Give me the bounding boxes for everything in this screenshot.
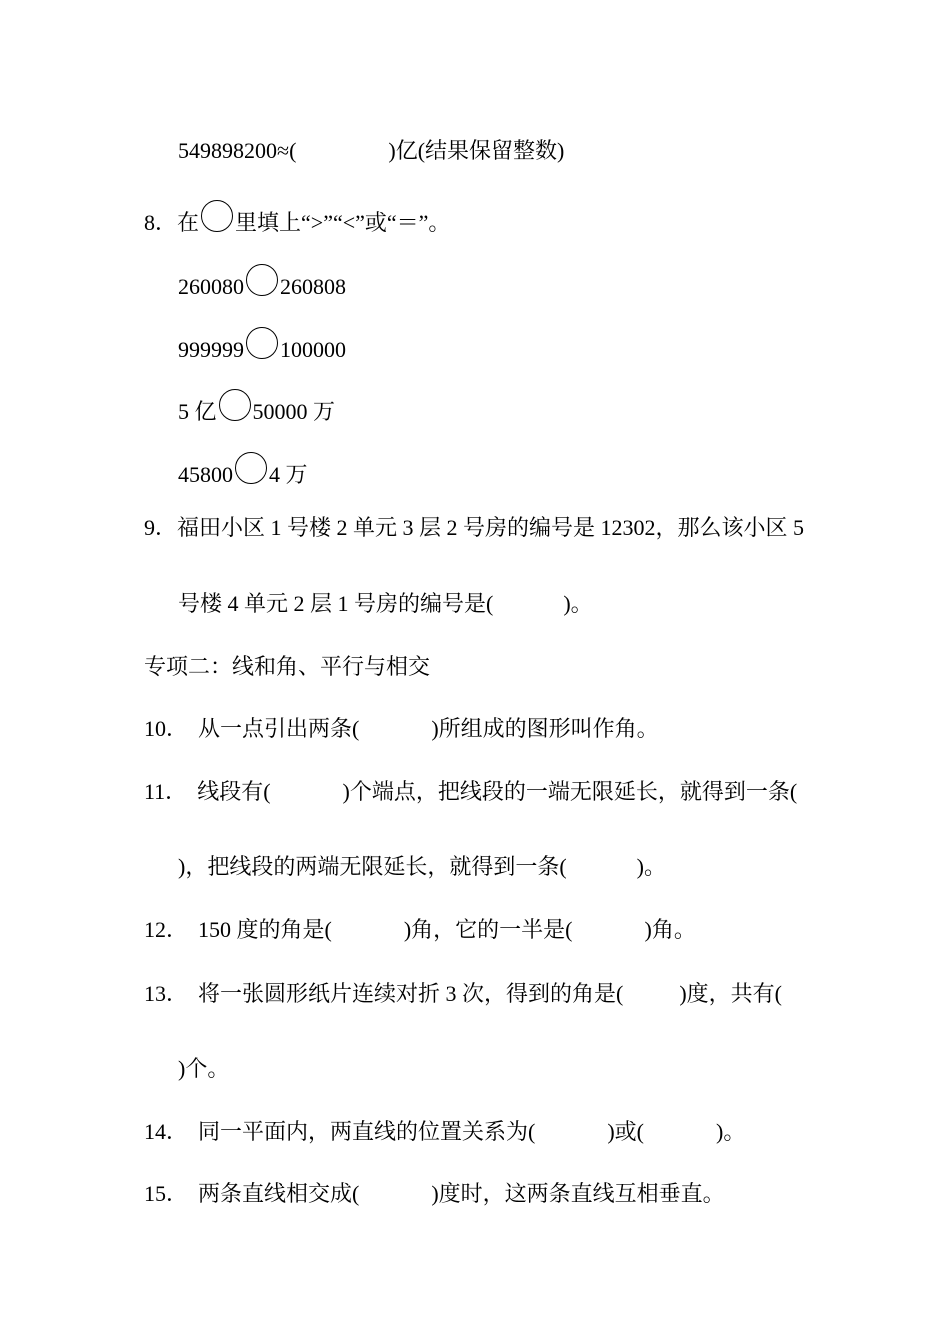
compare-circle-icon[interactable]: [235, 452, 267, 484]
q11-text-d: )。: [636, 854, 666, 879]
question-12: [144, 919, 696, 941]
q15-text-a: 两条直线相交成(: [198, 1181, 360, 1206]
question-9-line-1: [144, 517, 804, 539]
q10-text-b: )所组成的图形叫作角。: [431, 716, 659, 741]
q9-text-3: )。: [563, 591, 593, 616]
section-title-text: 专项二：线和角、平行与相交: [144, 654, 431, 679]
compare-circle-icon[interactable]: [246, 327, 278, 359]
q15-number: 15．: [144, 1181, 189, 1206]
q13-text-b: )度，共有(: [679, 981, 782, 1006]
q7-right: )亿(结果保留整数): [388, 138, 565, 163]
q9-text-2: 号楼 4 单元 2 层 1 号房的编号是(: [178, 591, 494, 616]
q11-number: 11．: [144, 779, 188, 804]
compare-right-value: 4 万: [269, 462, 308, 487]
q8-number: 8．: [144, 210, 178, 235]
compare-circle-icon: [201, 200, 233, 232]
compare-right-value: 260808: [280, 274, 346, 299]
compare-left-value: 45800: [178, 462, 233, 487]
q9-text-1: 福田小区 1 号楼 2 单元 3 层 2 号房的编号是 12302，那么该小区 5: [177, 515, 805, 540]
q12-text-b: )角，它的一半是(: [403, 917, 573, 942]
question-15: [144, 1183, 725, 1205]
question-13-line-2: [178, 1058, 229, 1080]
compare-row-2: [178, 327, 346, 361]
q11-text-a: 线段有(: [197, 779, 271, 804]
q14-text-b: )或(: [607, 1119, 644, 1144]
q13-text-c: )个。: [178, 1056, 230, 1081]
q9-number: 9．: [144, 515, 178, 540]
q12-text-a: 150 度的角是(: [198, 917, 332, 942]
question-13-line-1: [144, 983, 782, 1005]
q12-text-c: )角。: [644, 917, 696, 942]
q11-text-b: )个端点，把线段的一端无限延长，就得到一条(: [342, 779, 798, 804]
compare-row-4: [178, 452, 308, 486]
q8-suffix: 里填上“>”“<”或“＝”。: [235, 210, 451, 235]
question-9-line-2: [178, 593, 593, 615]
q14-text-a: 同一平面内，两直线的位置关系为(: [198, 1119, 536, 1144]
q10-number: 10．: [144, 716, 189, 741]
q14-number: 14．: [144, 1119, 189, 1144]
compare-left-value: 260080: [178, 274, 244, 299]
section-title: [144, 656, 430, 678]
q10-text-a: 从一点引出两条(: [198, 716, 360, 741]
compare-circle-icon[interactable]: [246, 264, 278, 296]
compare-right-value: 100000: [280, 337, 346, 362]
compare-row-1: [178, 264, 346, 298]
compare-row-3: [178, 389, 335, 423]
q14-text-c: )。: [716, 1119, 746, 1144]
question-11-line-2: [178, 856, 666, 878]
compare-left-value: 999999: [178, 337, 244, 362]
question-14: [144, 1121, 745, 1143]
compare-circle-icon[interactable]: [219, 389, 251, 421]
q7-left: 549898200≈(: [178, 138, 297, 163]
q13-text-a: 将一张圆形纸片连续对折 3 次，得到的角是(: [198, 981, 624, 1006]
q13-number: 13．: [144, 981, 189, 1006]
compare-right-value: 50000 万: [252, 399, 336, 424]
question-10: [144, 718, 659, 740]
question-7-tail: [178, 140, 564, 162]
q8-prefix: 在: [177, 210, 200, 235]
question-11-line-1: [144, 781, 797, 803]
q15-text-b: )度时，这两条直线互相垂直。: [431, 1181, 725, 1206]
q11-text-c: )，把线段的两端无限延长，就得到一条(: [178, 854, 567, 879]
q12-number: 12．: [144, 917, 189, 942]
compare-left-value: 5 亿: [178, 399, 217, 424]
question-8: [144, 200, 450, 234]
